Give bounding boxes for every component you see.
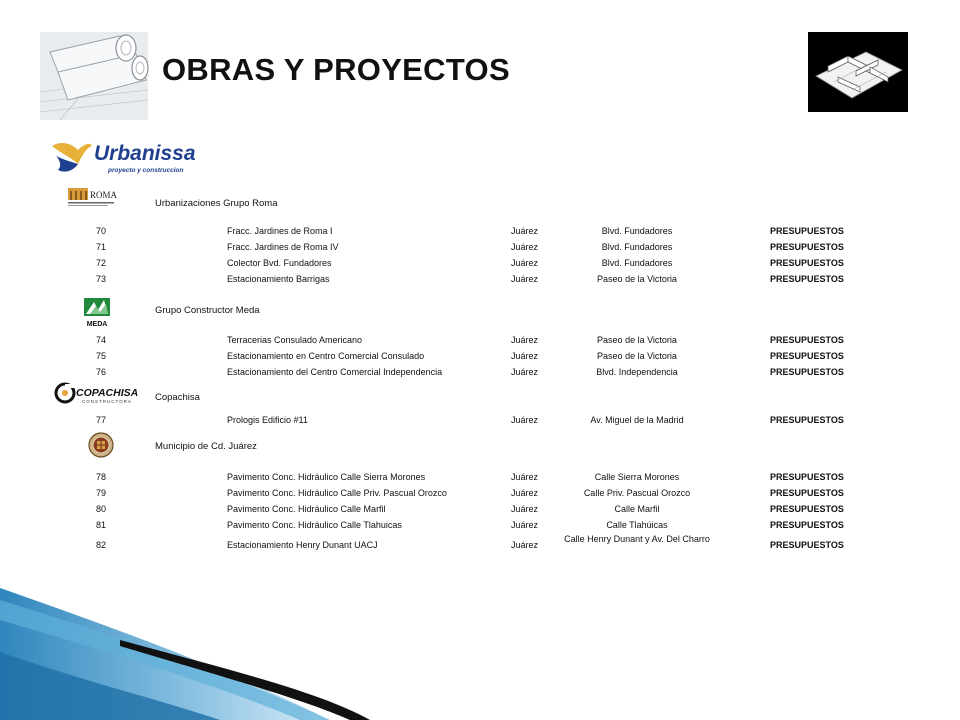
project-name: Prologis Edificio #11: [227, 415, 308, 425]
project-number: 78: [95, 472, 106, 482]
project-city: Juárez: [511, 351, 539, 361]
decorative-swoosh: [0, 560, 960, 720]
copachisa-logo-icon: [54, 382, 138, 406]
project-street: Calle Marfil: [614, 504, 660, 514]
project-status: PRESUPUESTOS: [770, 415, 844, 425]
project-street: Blvd. Fundadores: [601, 258, 673, 268]
project-street: Blvd. Fundadores: [601, 226, 673, 236]
project-number: 75: [95, 351, 106, 361]
project-street: Paseo de la Victoria: [597, 351, 677, 361]
project-city: Juárez: [511, 242, 539, 252]
project-street: Av. Miguel de la Madrid: [590, 415, 684, 425]
project-name: Colector Bvd. Fundadores: [227, 258, 332, 268]
project-city: Juárez: [511, 415, 539, 425]
project-number: 73: [95, 274, 106, 284]
project-street: Calle Sierra Morones: [594, 472, 680, 482]
project-street: Paseo de la Victoria: [597, 274, 677, 284]
project-status: PRESUPUESTOS: [770, 472, 844, 482]
roma-logo-icon: [66, 186, 118, 208]
project-name: Pavimento Conc. Hidráulico Calle Marfil: [227, 504, 386, 514]
project-status: PRESUPUESTOS: [770, 242, 844, 252]
project-street: Calle Priv. Pascual Orozco: [583, 488, 691, 498]
project-status: PRESUPUESTOS: [770, 488, 844, 498]
project-street: Calle Henry Dunant y Av. Del Charro: [564, 534, 710, 544]
urbanissa-logo: [48, 134, 196, 178]
project-number: 80: [95, 504, 106, 514]
project-name: Fracc. Jardines de Roma I: [227, 226, 333, 236]
project-status: PRESUPUESTOS: [770, 540, 844, 550]
svg-text:COPACHISA: COPACHISA: [76, 387, 139, 399]
project-city: Juárez: [511, 540, 539, 550]
group-name: Grupo Constructor Meda: [155, 305, 260, 316]
project-number: 81: [95, 520, 106, 530]
project-street: Blvd. Independencia: [596, 367, 678, 377]
project-name: Estacionamiento del Centro Comercial Independencia: [227, 367, 443, 377]
project-number: 72: [95, 258, 106, 268]
project-status: PRESUPUESTOS: [770, 258, 844, 268]
project-name: Pavimento Conc. Hidráulico Calle Priv. Pascual Orozco: [227, 488, 447, 498]
project-street: Paseo de la Victoria: [597, 335, 677, 345]
svg-text:proyecto y construccion: proyecto y construccion: [108, 167, 184, 174]
svg-text:ROMA: ROMA: [90, 190, 118, 200]
project-name: Terracerias Consulado Americano: [227, 335, 363, 345]
project-status: PRESUPUESTOS: [770, 504, 844, 514]
group-name: Copachisa: [155, 392, 200, 403]
project-number: 71: [95, 242, 106, 252]
project-name: Estacionamiento en Centro Comercial Consulado: [227, 351, 425, 361]
project-street: Calle Tlahúicas: [606, 520, 668, 530]
project-number: 79: [95, 488, 106, 498]
project-number: 76: [95, 367, 106, 377]
project-status: PRESUPUESTOS: [770, 351, 844, 361]
project-status: PRESUPUESTOS: [770, 367, 844, 377]
project-number: 70: [95, 226, 106, 236]
project-name: Fracc. Jardines de Roma IV: [227, 242, 339, 252]
svg-text:CONSTRUCTORA: CONSTRUCTORA: [82, 399, 132, 404]
meda-logo-icon: [82, 296, 112, 328]
svg-text:MEDA: MEDA: [86, 321, 108, 328]
group-name: Urbanizaciones Grupo Roma: [155, 198, 278, 209]
project-city: Juárez: [511, 367, 539, 377]
municipio-seal-icon: [88, 432, 114, 458]
blueprint-rolls-image: [40, 32, 148, 120]
project-city: Juárez: [511, 504, 539, 514]
svg-text:Urbanissa: Urbanissa: [94, 142, 196, 165]
project-city: Juárez: [511, 488, 539, 498]
project-status: PRESUPUESTOS: [770, 520, 844, 530]
project-city: Juárez: [511, 258, 539, 268]
project-status: PRESUPUESTOS: [770, 335, 844, 345]
project-name: Pavimento Conc. Hidráulico Calle Tlahuicas: [227, 520, 402, 530]
project-city: Juárez: [511, 520, 539, 530]
project-street: Blvd. Fundadores: [601, 242, 673, 252]
project-number: 77: [95, 415, 106, 425]
project-number: 82: [95, 540, 106, 550]
project-name: Estacionamiento Barrigas: [227, 274, 330, 284]
project-city: Juárez: [511, 335, 539, 345]
project-number: 74: [95, 335, 106, 345]
group-name: Municipio de Cd. Juárez: [155, 441, 257, 452]
page-title: OBRAS Y PROYECTOS: [162, 52, 510, 87]
project-name: Pavimento Conc. Hidráulico Calle Sierra Morones: [227, 472, 426, 482]
project-city: Juárez: [511, 472, 539, 482]
floor-plan-3d-image: [808, 32, 908, 112]
project-city: Juárez: [511, 226, 539, 236]
project-status: PRESUPUESTOS: [770, 274, 844, 284]
project-name: Estacionamiento Henry Dunant UACJ: [227, 540, 378, 550]
project-status: PRESUPUESTOS: [770, 226, 844, 236]
project-city: Juárez: [511, 274, 539, 284]
